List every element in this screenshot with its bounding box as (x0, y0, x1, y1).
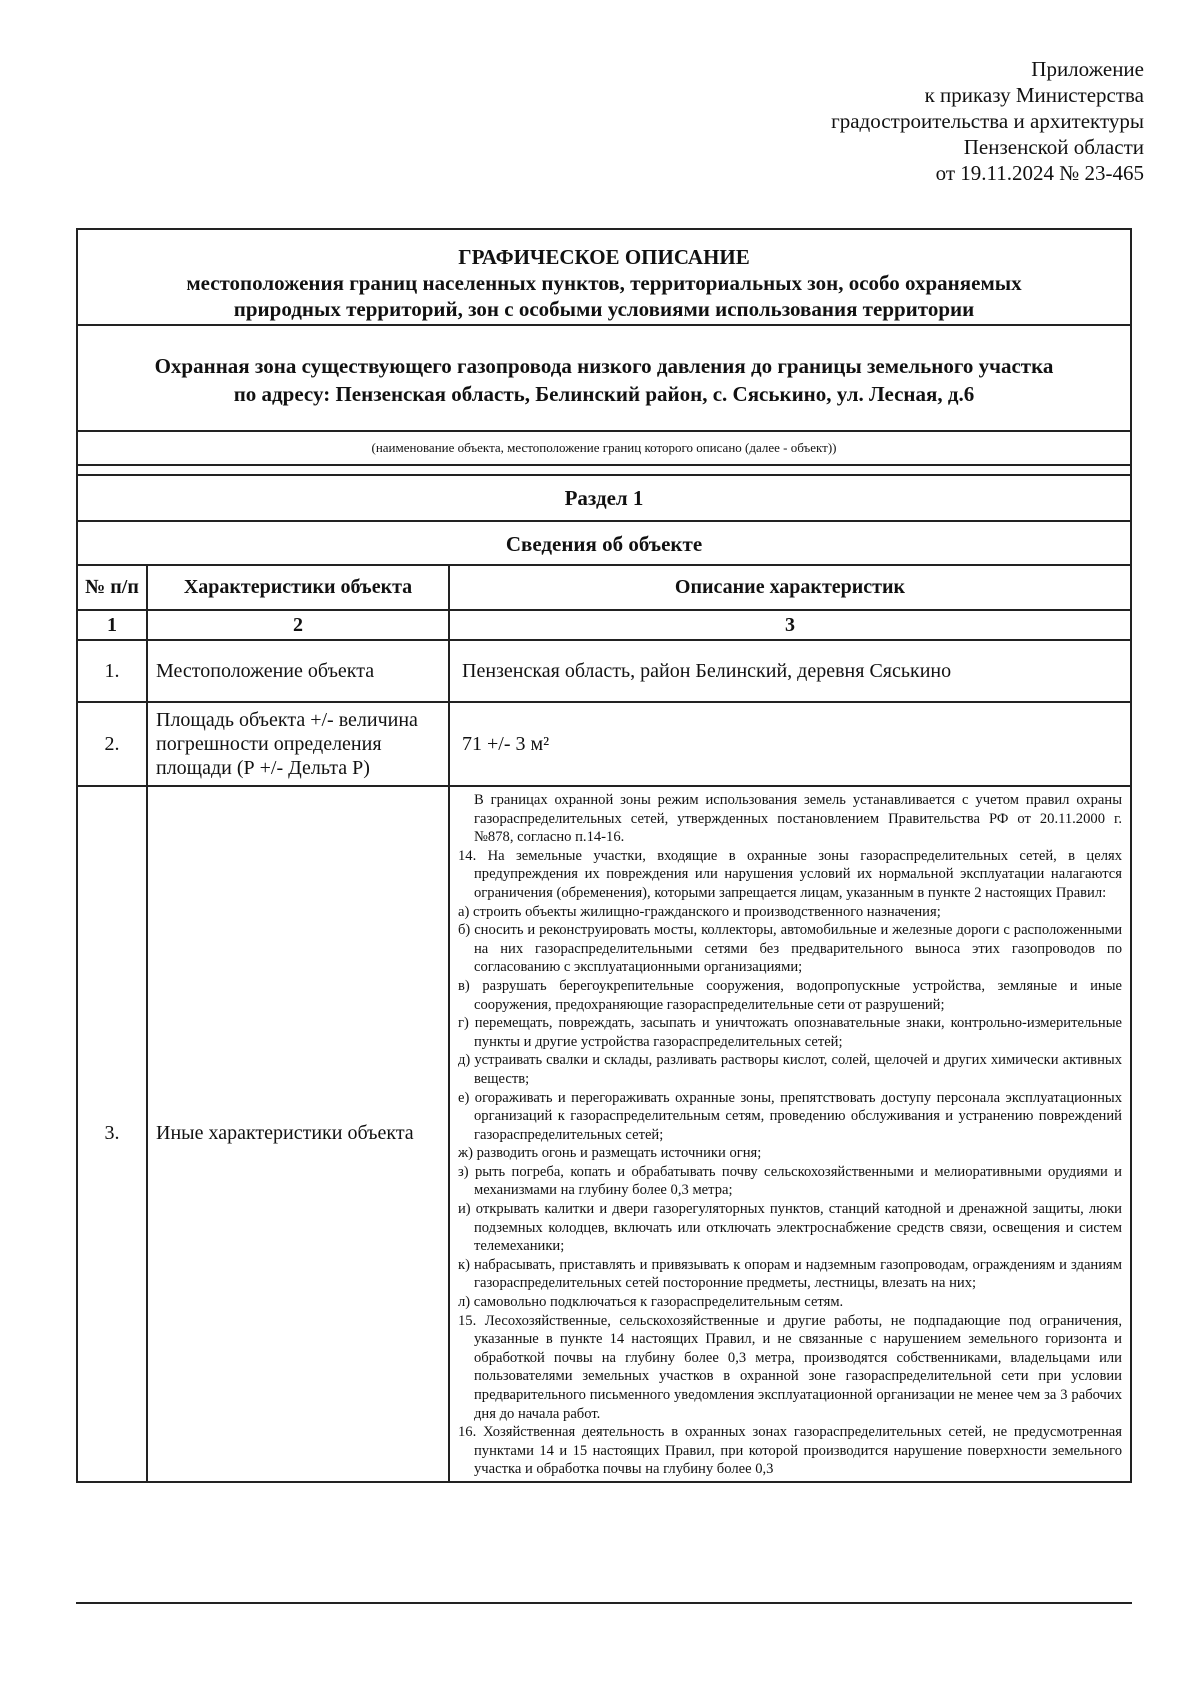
row-name: Площадь объекта +/- величина погрешности определения площади (Р +/- Дельта Р) (147, 702, 449, 786)
row-value: Пензенская область, район Белинский, деревня Сяськино (449, 640, 1130, 702)
header-line: к приказу Министерства (924, 83, 1144, 107)
spacer-row (78, 466, 1130, 476)
header-line: Приложение (1031, 57, 1144, 81)
table-row (78, 786, 1130, 1482)
object-name (78, 326, 1130, 432)
page-bottom-rule (76, 1602, 1132, 1604)
characteristics-table (78, 566, 1130, 1483)
row-value: 71 +/- 3 м² (449, 702, 1130, 786)
column-number: 2 (147, 610, 449, 640)
description-paragraph: б) сносить и реконструировать мосты, коллекторы, автомобильные и железные дороги с расположенными на них газораспределительными сетями без предварительного выноса этих газопроводов по согласованию с эксплуатационными организациями; (458, 922, 1122, 976)
description-paragraph: д) устраивать свалки и склады, разливать растворы кислот, солей, щелочей и других химически активных веществ; (458, 1052, 1122, 1087)
description-paragraph: 16. Хозяйственная деятельность в охранных зонах газораспределительных сетей, не предусмотренная пунктами 14 и 15 настоящих Правил, при которой производится нарушение поверхности земельного участка и обработка почвы на глубину более 0,3 (458, 1424, 1122, 1478)
description-paragraph: з) рыть погреба, копать и обрабатывать почву сельскохозяйственными и мелиоративными орудиями и механизмами на глубину более 0,3 метра; (458, 1163, 1122, 1199)
title-line: местоположения границ населенных пунктов, территориальных зон, особо охраняемых (186, 271, 1022, 295)
document-frame (76, 228, 1132, 1483)
document-title (78, 230, 1130, 326)
section-title: Раздел 1 (78, 476, 1130, 522)
title-line: ГРАФИЧЕСКОЕ ОПИСАНИЕ (458, 245, 750, 269)
description-paragraph: г) перемещать, повреждать, засыпать и уничтожать опознавательные знаки, контрольно-измерительные пункты и другие устройства газораспределительных сетей; (458, 1015, 1122, 1050)
description-paragraph: 15. Лесохозяйственные, сельскохозяйственные и другие работы, не подпадающие под ограничения, указанные в пункте 14 настоящих Правил, и не связанные с нарушением земельного горизонта и обработкой почвы на глубину более 0,3 метра, производятся собственниками, владельцами или пользователями земельных участков в охранной зоне газораспределительной сети при условии предварительного письменного уведомления эксплуатационной организации не менее чем за 3 рабочих дня до начала работ. (458, 1312, 1122, 1422)
description-paragraph: В границах охранной зоны режим использования земель устанавливается с учетом правил охраны газораспределительных сетей, утвержденных постановлением Правительства РФ от 20.11.2000 г. №878, согласно п.14-16. (474, 792, 1122, 846)
title-line: природных территорий, зон с особыми условиями использования территории (233, 297, 975, 321)
header-cell-desc: Описание характеристик (449, 566, 1130, 610)
header-cell-name: Характеристики объекта (147, 566, 449, 610)
object-name-line: по адресу: Пензенская область, Белинский район, с. Сяськино, ул. Лесная, д.6 (233, 382, 975, 406)
table-row (78, 702, 1130, 786)
row-number: 3. (78, 786, 147, 1482)
description-paragraph: л) самовольно подключаться к газораспределительным сетям. (458, 1294, 844, 1311)
object-name-line: Охранная зона существующего газопровода низкого давления до границы земельного участка (154, 354, 1054, 378)
object-note-text: (наименование объекта, местоположение границ которого описано (далее - объект)) (371, 440, 837, 455)
column-number: 1 (78, 610, 147, 640)
description-paragraph: к) набрасывать, приставлять и привязывать к опорам и надземным газопроводам, ограждениям и зданиям газораспределительных сетей посторонние предметы, лестницы, влезать на них; (458, 1256, 1122, 1292)
header-line: от 19.11.2024 № 23-465 (935, 161, 1144, 185)
row-number: 2. (78, 702, 147, 786)
description-paragraph: е) огораживать и перегораживать охранные зоны, препятствовать доступу персонала эксплуатационных организаций к газораспределительным сетям, проведению обслуживания и устранению повреждений газораспределительных сетей; (458, 1089, 1122, 1143)
info-title: Сведения об объекте (78, 522, 1130, 566)
table-number-row (78, 610, 1130, 640)
header-cell-num: № п/п (78, 566, 147, 610)
row-description (449, 786, 1130, 1482)
table-header-row (78, 566, 1130, 610)
description-paragraph: ж) разводить огонь и размещать источники огня; (458, 1145, 762, 1162)
row-name: Местоположение объекта (147, 640, 449, 702)
header-line: градостроительства и архитектуры (831, 109, 1144, 133)
table-row (78, 640, 1130, 702)
description-paragraph: в) разрушать берегоукрепительные сооружения, водопропускные устройства, земляные и иные сооружения, предохраняющие газораспределительные сети от разрушений; (458, 977, 1122, 1013)
row-name: Иные характеристики объекта (147, 786, 449, 1482)
description-paragraph: и) открывать калитки и двери газорегуляторных пунктов, станций катодной и дренажной защиты, люки подземных колодцев, включать или отключать электроснабжение средств связи, освещения и систем телемеханики; (458, 1201, 1122, 1255)
row-number: 1. (78, 640, 147, 702)
document-header (831, 56, 1144, 186)
column-number: 3 (449, 610, 1130, 640)
description-paragraph: 14. На земельные участки, входящие в охранные зоны газораспределительных сетей, в целях предупреждения их повреждения или нарушения условий их нормальной эксплуатации налагаются ограничения (обременения), которыми запрещается лицам, указанным в пункте 2 настоящих Правил: (458, 847, 1122, 901)
description-paragraph: а) строить объекты жилищно-гражданского и производственного назначения; (458, 903, 941, 920)
header-line: Пензенской области (963, 135, 1144, 159)
object-note (78, 432, 1130, 466)
